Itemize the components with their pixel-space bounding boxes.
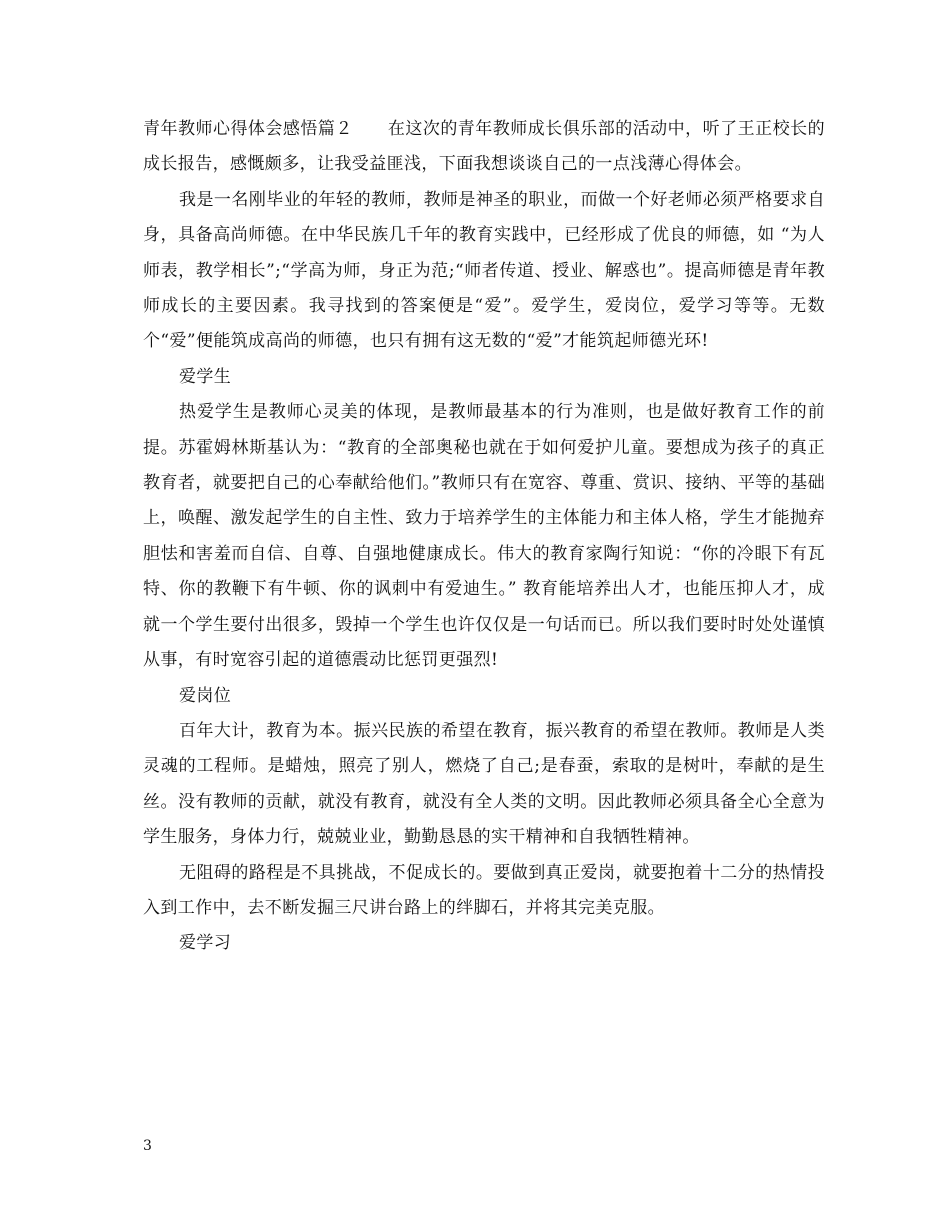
body-text [143, 112, 825, 962]
section-heading-love-learning: 爱学习 [179, 933, 232, 954]
page-number: 3 [143, 1138, 152, 1154]
paragraph-intro: 青年教师心得体会感悟篇２ 在这次的青年教师成长俱乐部的活动中，听了王正校长的成长报告，感慨颇多，让我受益匪浅，下面我想谈谈自己的一点浅薄心得体会。 [143, 119, 825, 175]
section-heading-love-students: 爱学生 [179, 366, 232, 387]
paragraph-challenge: 无阻碍的路程是不具挑战，不促成长的。要做到真正爱岗，就要抱着十二分的热情投入到工作中，去不断发掘三尺讲台路上的绊脚石，并将其完美克服。 [143, 862, 825, 918]
paragraph-teacher-ethics: 我是一名刚毕业的年轻的教师，教师是神圣的职业，而做一个好老师必须严格要求自身，具备高尚师德。在中华民族几千年的教育实践中，已经形成了优良的师德，如 “为人师表，教学相长”;“学高为师，身正为范;“师者传道、授业、解惑也”。提高师德是青年教师成长的主要因素。我寻找到的答案便是“爱”。爱学生，爱岗位，爱学习等等。无数个“爱”便能筑成高尚的师德，也只有拥有这无数的“爱”才能筑起师德光环! [143, 189, 825, 352]
section-heading-love-post: 爱岗位 [179, 685, 232, 706]
paragraph-love-students: 热爱学生是教师心灵美的体现，是教师最基本的行为准则，也是做好教育工作的前提。苏霍姆林斯基认为：“教育的全部奥秘也就在于如何爱护儿童。要想成为孩子的真正教育者，就要把自己的心奉献给他们。”教师只有在宽容、尊重、赏识、接纳、平等的基础上，唤醒、激发起学生的自主性、致力于培养学生的主体能力和主体人格，学生才能抛弃胆怯和害羞而自信、自尊、自强地健康成长。伟大的教育家陶行知说：“你的冷眼下有瓦特、你的教鞭下有牛顿、你的讽刺中有爱迪生。” 教育能培养出人才，也能压抑人才，成就一个学生要付出很多，毁掉一个学生也许仅仅是一句话而已。所以我们要时时处处谨慎从事，有时宽容引起的道德震动比惩罚更强烈! [143, 402, 825, 671]
paragraph-love-post: 百年大计，教育为本。振兴民族的希望在教育，振兴教育的希望在教师。教师是人类灵魂的工程师。是蜡烛，照亮了别人，燃烧了自己;是春蚕，索取的是树叶，奉献的是生丝。没有教师的贡献，就没有教育，就没有全人类的文明。因此教师必须具备全心全意为学生服务，身体力行，兢兢业业，勤勤恳恳的实干精神和自我牺牲精神。 [143, 720, 825, 848]
